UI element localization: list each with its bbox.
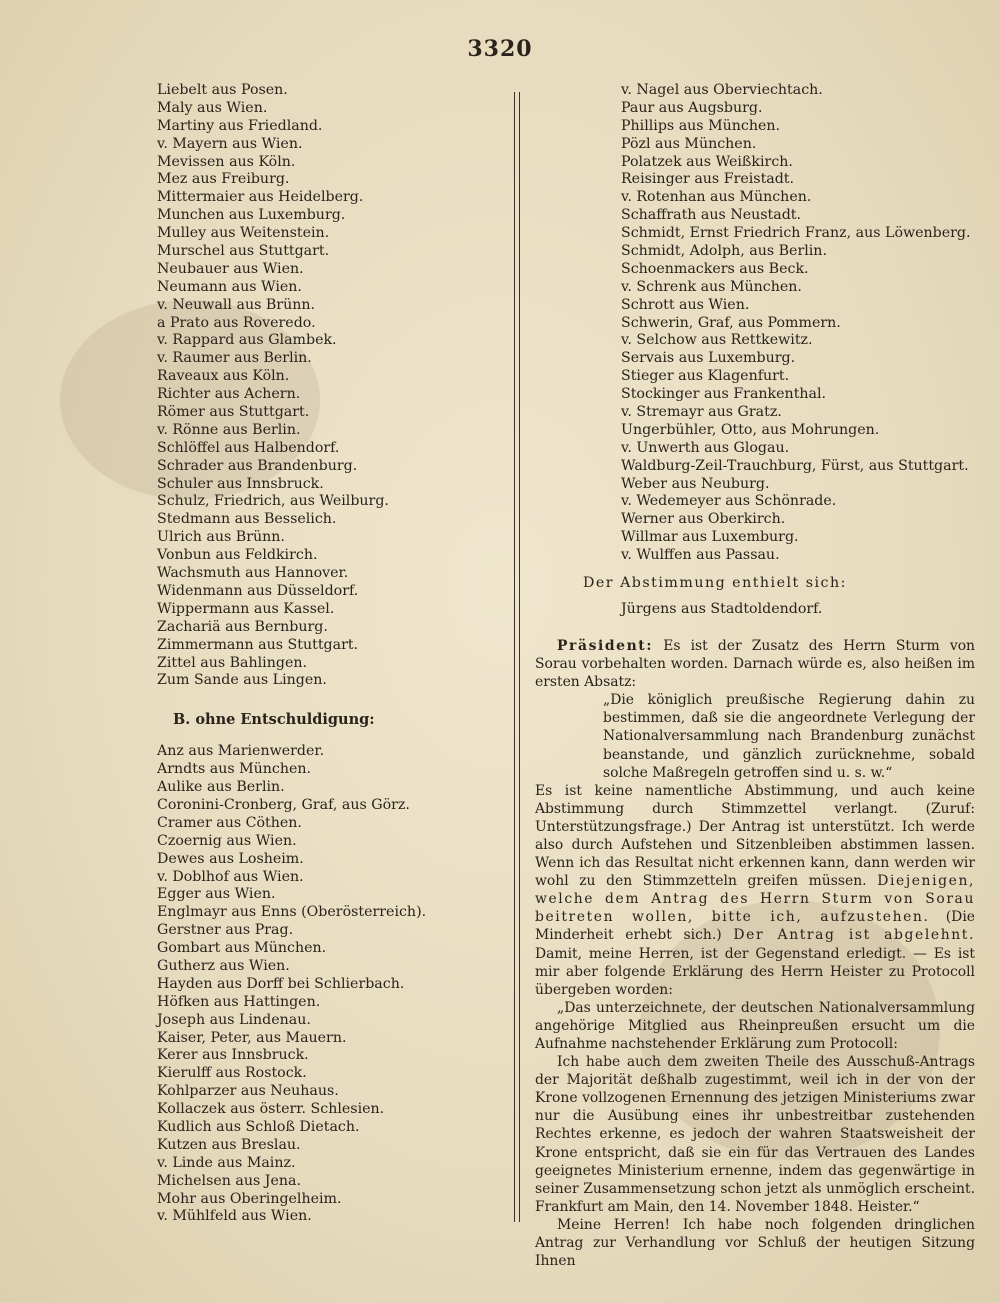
list-item: Weber aus Neuburg. bbox=[621, 475, 770, 492]
list-item: Gombart aus München. bbox=[157, 940, 327, 957]
right-column bbox=[535, 82, 975, 1270]
list-item: Ulrich aus Brünn. bbox=[157, 529, 285, 546]
list-item: Reisinger aus Freistadt. bbox=[621, 171, 795, 188]
list-item: Gutherz aus Wien. bbox=[157, 957, 290, 974]
list-item: Kaiser, Peter, aus Mauern. bbox=[157, 1029, 347, 1046]
declaration-body: Ich habe auch dem zweiten Theile des Ausschuß-Antrags der Majorität deßhalb zugestimmt, weil ich in der von der Krone vollzogenen Ernennung des jetzigen Ministeriums zwar nur die Ausübung eines ihr unbestreitbar zustehenden Rechtes erkenne, es jedoch der wahren Staatsweisheit der Krone entspricht, daß sie ein für das Vertrauen des Landes geeignetes Ministerium ernenne, indem das gegenwärtige in seiner Zusammensetzung schon jetzt als unmöglich erscheint. Frankfurt am Main, den 14. November 1848. Heister.“ bbox=[535, 1054, 975, 1215]
list-item: Wippermann aus Kassel. bbox=[157, 600, 335, 617]
list-item: Maly aus Wien. bbox=[157, 99, 268, 116]
list-item: v. Neuwall aus Brünn. bbox=[157, 296, 316, 313]
list-item: v. Stremayr aus Gratz. bbox=[621, 404, 782, 421]
list-item: v. Wedemeyer aus Schönrade. bbox=[621, 493, 837, 510]
list-item: Stockinger aus Frankenthal. bbox=[621, 386, 827, 403]
speech-text: Damit, meine Herren, ist der Gegenstand erledigt. — Es ist mir aber folgende Erklärung des Herrn Heister zu Protocoll übergeben worden: bbox=[535, 945, 975, 998]
list-item: Kudlich aus Schloß Dietach. bbox=[157, 1118, 360, 1135]
list-item: Höfken aus Hattingen. bbox=[157, 993, 321, 1010]
abstention-list bbox=[535, 601, 975, 619]
absentee-list-continued bbox=[535, 82, 975, 565]
list-item: v. Nagel aus Oberviechtach. bbox=[621, 82, 823, 98]
list-item: Cramer aus Cöthen. bbox=[157, 814, 302, 831]
list-item: Hayden aus Dorff bei Schlierbach. bbox=[157, 975, 405, 992]
list-item: Römer aus Stuttgart. bbox=[157, 404, 310, 421]
list-item: Joseph aus Lindenau. bbox=[157, 1011, 311, 1028]
list-item: Widenmann aus Düsseldorf. bbox=[157, 582, 359, 599]
list-item: Arndts aus München. bbox=[157, 761, 312, 778]
list-item: v. Rönne aus Berlin. bbox=[157, 421, 301, 438]
list-item: Neubauer aus Wien. bbox=[157, 260, 304, 277]
list-item: Mohr aus Oberingelheim. bbox=[157, 1190, 342, 1207]
list-item: Phillips aus München. bbox=[621, 117, 781, 134]
list-item: v. Mühlfeld aus Wien. bbox=[157, 1208, 312, 1225]
list-item: Raveaux aus Köln. bbox=[157, 368, 290, 385]
list-item: Polatzek aus Weißkirch. bbox=[621, 153, 793, 170]
list-item: Schmidt, Adolph, aus Berlin. bbox=[621, 243, 827, 260]
speech-text: (Die Minderheit erhebt sich.) bbox=[535, 909, 975, 944]
list-item: Werner aus Oberkirch. bbox=[621, 511, 786, 528]
list-item: v. Selchow aus Rettkewitz. bbox=[621, 332, 813, 349]
list-item: Mevissen aus Köln. bbox=[157, 153, 296, 170]
declaration-intro: „Das unterzeichnete, der deutschen Nationalversammlung angehörige Mitglied aus Rheinpreußen ersucht um die Aufnahme nachstehender Erklärung zum Protocoll: bbox=[535, 999, 975, 1052]
speech-paragraph: Meine Herren! Ich habe noch folgenden dringlichen Antrag zur Verhandlung vor Schluß der heutigen Sitzung Ihnen bbox=[535, 1216, 975, 1270]
list-item: Richter aus Achern. bbox=[157, 386, 301, 403]
list-item: Martiny aus Friedland. bbox=[157, 117, 323, 134]
list-item: Czoernig aus Wien. bbox=[157, 832, 297, 849]
list-item: Schrott aus Wien. bbox=[621, 296, 750, 313]
speech-text: Es ist der Zusatz des Herrn Sturm von Sorau vorbehalten worden. Darnach würde es, also heißen im ersten Absatz: bbox=[535, 637, 975, 691]
list-item: Neumann aus Wien. bbox=[157, 278, 302, 295]
absentee-list-unexcused bbox=[157, 743, 497, 1226]
list-item: Mez aus Freiburg. bbox=[157, 171, 290, 188]
list-item: Aulike aus Berlin. bbox=[157, 779, 285, 796]
left-column bbox=[157, 82, 497, 1226]
list-item: Vonbun aus Feldkirch. bbox=[157, 547, 318, 564]
list-item: v. Unwerth aus Glogau. bbox=[621, 439, 790, 456]
list-item: v. Mayern aus Wien. bbox=[157, 135, 303, 152]
list-item: Egger aus Wien. bbox=[157, 886, 276, 903]
list-item: Paur aus Augsburg. bbox=[621, 99, 763, 116]
list-item: Willmar aus Luxemburg. bbox=[621, 529, 799, 546]
list-item: v. Linde aus Mainz. bbox=[157, 1154, 296, 1171]
speech-paragraph bbox=[535, 782, 975, 999]
column-divider bbox=[514, 92, 520, 1222]
list-item: Liebelt aus Posen. bbox=[157, 82, 288, 98]
list-item: Servais aus Luxemburg. bbox=[621, 350, 796, 367]
list-item: Kutzen aus Breslau. bbox=[157, 1136, 301, 1153]
abstention-label: Der Abstimmung enthielt sich: bbox=[583, 575, 847, 592]
list-item: Kollaczek aus österr. Schlesien. bbox=[157, 1101, 385, 1118]
list-item: a Prato aus Roveredo. bbox=[157, 314, 316, 331]
list-item: Zachariä aus Bernburg. bbox=[157, 618, 328, 635]
list-item: Zimmermann aus Stuttgart. bbox=[157, 636, 359, 653]
list-item: Munchen aus Luxemburg. bbox=[157, 207, 346, 224]
quoted-amendment: „Die königlich preußische Regierung dahin zu bestimmen, daß sie die angeordnete Verlegung der Nationalversammlung nach Brandenburg zunächst beanstande, und gänzlich zurücknehme, sobald solche Maßregeln getroffen sind u. s. w.“ bbox=[603, 692, 975, 781]
section-b-heading: B. ohne Entschuldigung: bbox=[173, 711, 375, 729]
list-item: Schmidt, Ernst Friedrich Franz, aus Löwenberg. bbox=[621, 225, 971, 242]
list-item: Waldburg-Zeil-Trauchburg, Fürst, aus Stuttgart. bbox=[621, 457, 969, 474]
list-item: Gerstner aus Prag. bbox=[157, 922, 294, 939]
list-item: v. Rappard aus Glambek. bbox=[157, 332, 337, 349]
list-item: Zum Sande aus Lingen. bbox=[157, 672, 327, 689]
page-number: 3320 bbox=[467, 36, 533, 62]
list-item: Wachsmuth aus Hannover. bbox=[157, 565, 349, 582]
list-item: Kierulff aus Rostock. bbox=[157, 1065, 307, 1082]
list-item: Schulz, Friedrich, aus Weilburg. bbox=[157, 493, 389, 510]
speech-text-spaced: Der Antrag ist abgelehnt. bbox=[733, 927, 975, 944]
list-item: v. Rotenhan aus München. bbox=[621, 189, 812, 206]
speech-paragraph bbox=[535, 637, 975, 691]
list-item: Schrader aus Brandenburg. bbox=[157, 457, 358, 474]
list-item: Schaffrath aus Neustadt. bbox=[621, 207, 801, 224]
list-item: v. Wulffen aus Passau. bbox=[621, 547, 780, 564]
list-item: v. Schrenk aus München. bbox=[621, 278, 802, 295]
list-item: Stieger aus Klagenfurt. bbox=[621, 368, 790, 385]
list-item: Kohlparzer aus Neuhaus. bbox=[157, 1083, 339, 1100]
list-item: Anz aus Marienwerder. bbox=[157, 743, 325, 760]
list-item: Mittermaier aus Heidelberg. bbox=[157, 189, 364, 206]
list-item: Schoenmackers aus Beck. bbox=[621, 260, 809, 277]
list-item: v. Doblhof aus Wien. bbox=[157, 868, 304, 885]
list-item: Pözl aus München. bbox=[621, 135, 757, 152]
list-item: Mulley aus Weitenstein. bbox=[157, 225, 330, 242]
speaker-name: Präsident: bbox=[557, 637, 654, 654]
speech-text: Es ist keine namentliche Abstimmung, und auch keine Abstimmung durch Stimmzettel verlangt. (Zuruf: Unterstützungsfrage.) Der Antrag ist unterstützt. Ich werde also durch Aufstehen und Sitzenbleiben abstimmen lassen. Wenn ich das Resultat nicht erkennen kann, dann werden wir wohl zu den Stimmzetteln greifen müssen. bbox=[535, 782, 975, 890]
list-item: Stedmann aus Besselich. bbox=[157, 511, 337, 528]
list-item: Englmayr aus Enns (Oberösterreich). bbox=[157, 904, 427, 921]
list-item: Kerer aus Innsbruck. bbox=[157, 1047, 309, 1064]
list-item: Dewes aus Losheim. bbox=[157, 850, 304, 867]
list-item: Ungerbühler, Otto, aus Mohrungen. bbox=[621, 421, 880, 438]
list-item: Murschel aus Stuttgart. bbox=[157, 243, 330, 260]
list-item: Schlöffel aus Halbendorf. bbox=[157, 439, 340, 456]
absentee-list-excused bbox=[157, 82, 497, 690]
list-item: Schwerin, Graf, aus Pommern. bbox=[621, 314, 841, 331]
list-item: Schuler aus Innsbruck. bbox=[157, 475, 324, 492]
speech-text-spaced: Diejenigen, welche dem Antrag des Herrn Sturm von Sorau beitreten wollen, bitte ich, aufzustehen. bbox=[535, 873, 976, 926]
list-item: Michelsen aus Jena. bbox=[157, 1172, 301, 1189]
list-item: Coronini-Cronberg, Graf, aus Görz. bbox=[157, 796, 410, 813]
list-item: Jürgens aus Stadtoldendorf. bbox=[621, 601, 823, 618]
list-item: Zittel aus Bahlingen. bbox=[157, 654, 307, 671]
list-item: v. Raumer aus Berlin. bbox=[157, 350, 312, 367]
